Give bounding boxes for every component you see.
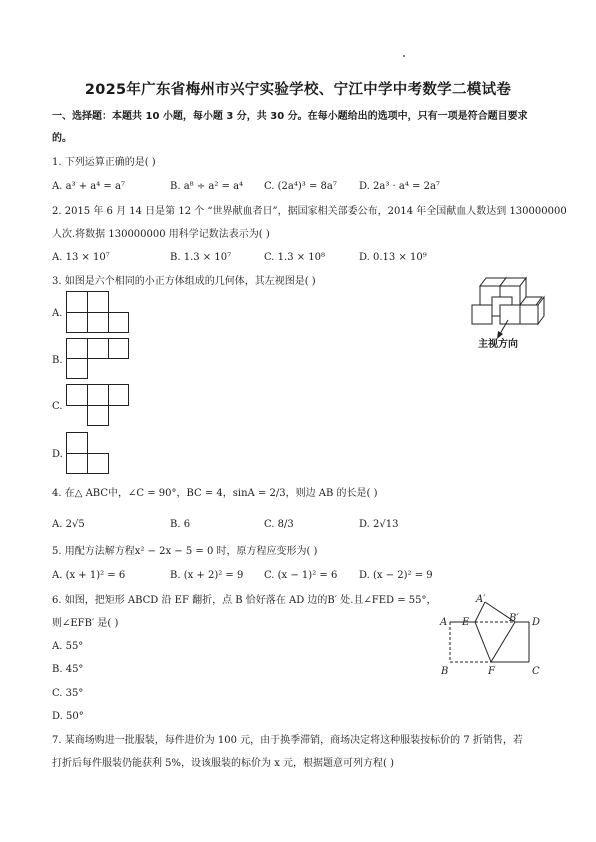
q6-option-c: C. 35°: [52, 688, 84, 699]
q1-option-d: D. 2a³ · a⁴ = 2a⁷: [359, 181, 440, 192]
q2-stem-line1: 2. 2015 年 6 月 14 日是第 12 个 “世界献血者日”，据国家相关部委公布，2014 年全国献血人数达到 130000000: [52, 206, 567, 217]
q3-option-b-figure: [66, 338, 130, 380]
q6-stem-line2: 则∠EFB′ 是( ): [52, 618, 119, 629]
q6-label-a-prime: A′: [476, 594, 486, 605]
q3-figure-caption: 主视方向: [478, 339, 518, 350]
q3-option-d-figure: [66, 432, 110, 475]
q4-option-d: D. 2√13: [359, 519, 399, 530]
q2-stem-line2: 人次.将数据 130000000 用科学记数法表示为( ): [52, 229, 270, 240]
q5-option-c: C. (x − 1)² = 6: [264, 570, 338, 581]
q4-option-b: B. 6: [170, 519, 191, 530]
q3-option-c-label: C.: [52, 401, 63, 412]
q5-option-a: A. (x + 1)² = 6: [52, 570, 126, 581]
q6-label-d: D: [532, 617, 541, 628]
q6-label-b-prime: B′: [509, 613, 519, 624]
q1-stem: 1. 下列运算正确的是( ): [52, 157, 156, 168]
q2-option-a: A. 13 × 10⁷: [52, 252, 110, 263]
q7-stem-line1: 7. 某商场购进一批服装，每件进价为 100 元，由于换季滞销，商场决定将这种服装按标价的 7 折销售，若: [52, 735, 523, 746]
q2-option-c: C. 1.3 × 10⁸: [264, 252, 326, 263]
q5-option-b: B. (x + 2)² = 9: [170, 570, 244, 581]
q6-option-d: D. 50°: [52, 711, 84, 722]
q3-option-a-label: A.: [52, 308, 63, 319]
q5-option-d: D. (x − 2)² = 9: [359, 570, 433, 581]
q4-option-a: A. 2√5: [52, 519, 85, 530]
q6-label-e: E: [462, 617, 470, 628]
q6-rectangle-figure: [436, 592, 548, 680]
q2-option-b: B. 1.3 × 10⁷: [170, 252, 232, 263]
q3-option-d-label: D.: [52, 449, 63, 460]
q3-option-c-figure: [66, 384, 130, 427]
q3-stem: 3. 如图是六个相同的小正方体组成的几何体，其左视图是( ): [52, 276, 316, 287]
q3-option-a-figure: [66, 291, 130, 333]
section-header-line1: 一、选择题：本题共 10 小题，每小题 3 分，共 30 分。在每小题给出的选项中，只有一项是符合题目要求: [52, 111, 528, 122]
page-dot: [403, 55, 405, 57]
q4-option-c: C. 8/3: [264, 519, 294, 530]
q6-label-b: B: [441, 666, 449, 677]
q6-label-f: F: [488, 666, 495, 677]
section-header-line2: 的。: [52, 133, 72, 144]
q1-option-a: A. a³ + a⁴ = a⁷: [52, 181, 125, 192]
q3-option-b-label: B.: [52, 355, 63, 366]
q1-option-b: B. a⁸ ÷ a² = a⁴: [170, 181, 244, 192]
q5-stem: 5. 用配方法解方程x² − 2x − 5 = 0 时，原方程应变形为( ): [52, 546, 318, 557]
q4-stem: 4. 在△ ABC中，∠C = 90°，BC = 4，sinA = 2/3，则边 AB 的长是( ): [52, 488, 378, 499]
q6-label-a: A: [440, 617, 448, 628]
q6-stem-line1: 6. 如图，把矩形 ABCD 沿 EF 翻折，点 B 恰好落在 AD 边的B′ 处.且∠FED = 55°，: [52, 595, 437, 606]
q6-label-c: C: [532, 666, 540, 677]
q6-option-b: B. 45°: [52, 664, 84, 675]
q6-option-a: A. 55°: [52, 641, 84, 652]
q2-option-d: D. 0.13 × 10⁹: [359, 252, 427, 263]
exam-title: 2025年广东省梅州市兴宁实验学校、宁江中学中考数学二模试卷: [84, 82, 512, 98]
q7-stem-line2: 打折后每件服装仍能获利 5%，设该服装的标价为 x 元，根据题意可列方程( ): [52, 758, 395, 769]
q1-option-c: C. (2a⁴)³ = 8a⁷: [264, 181, 337, 192]
